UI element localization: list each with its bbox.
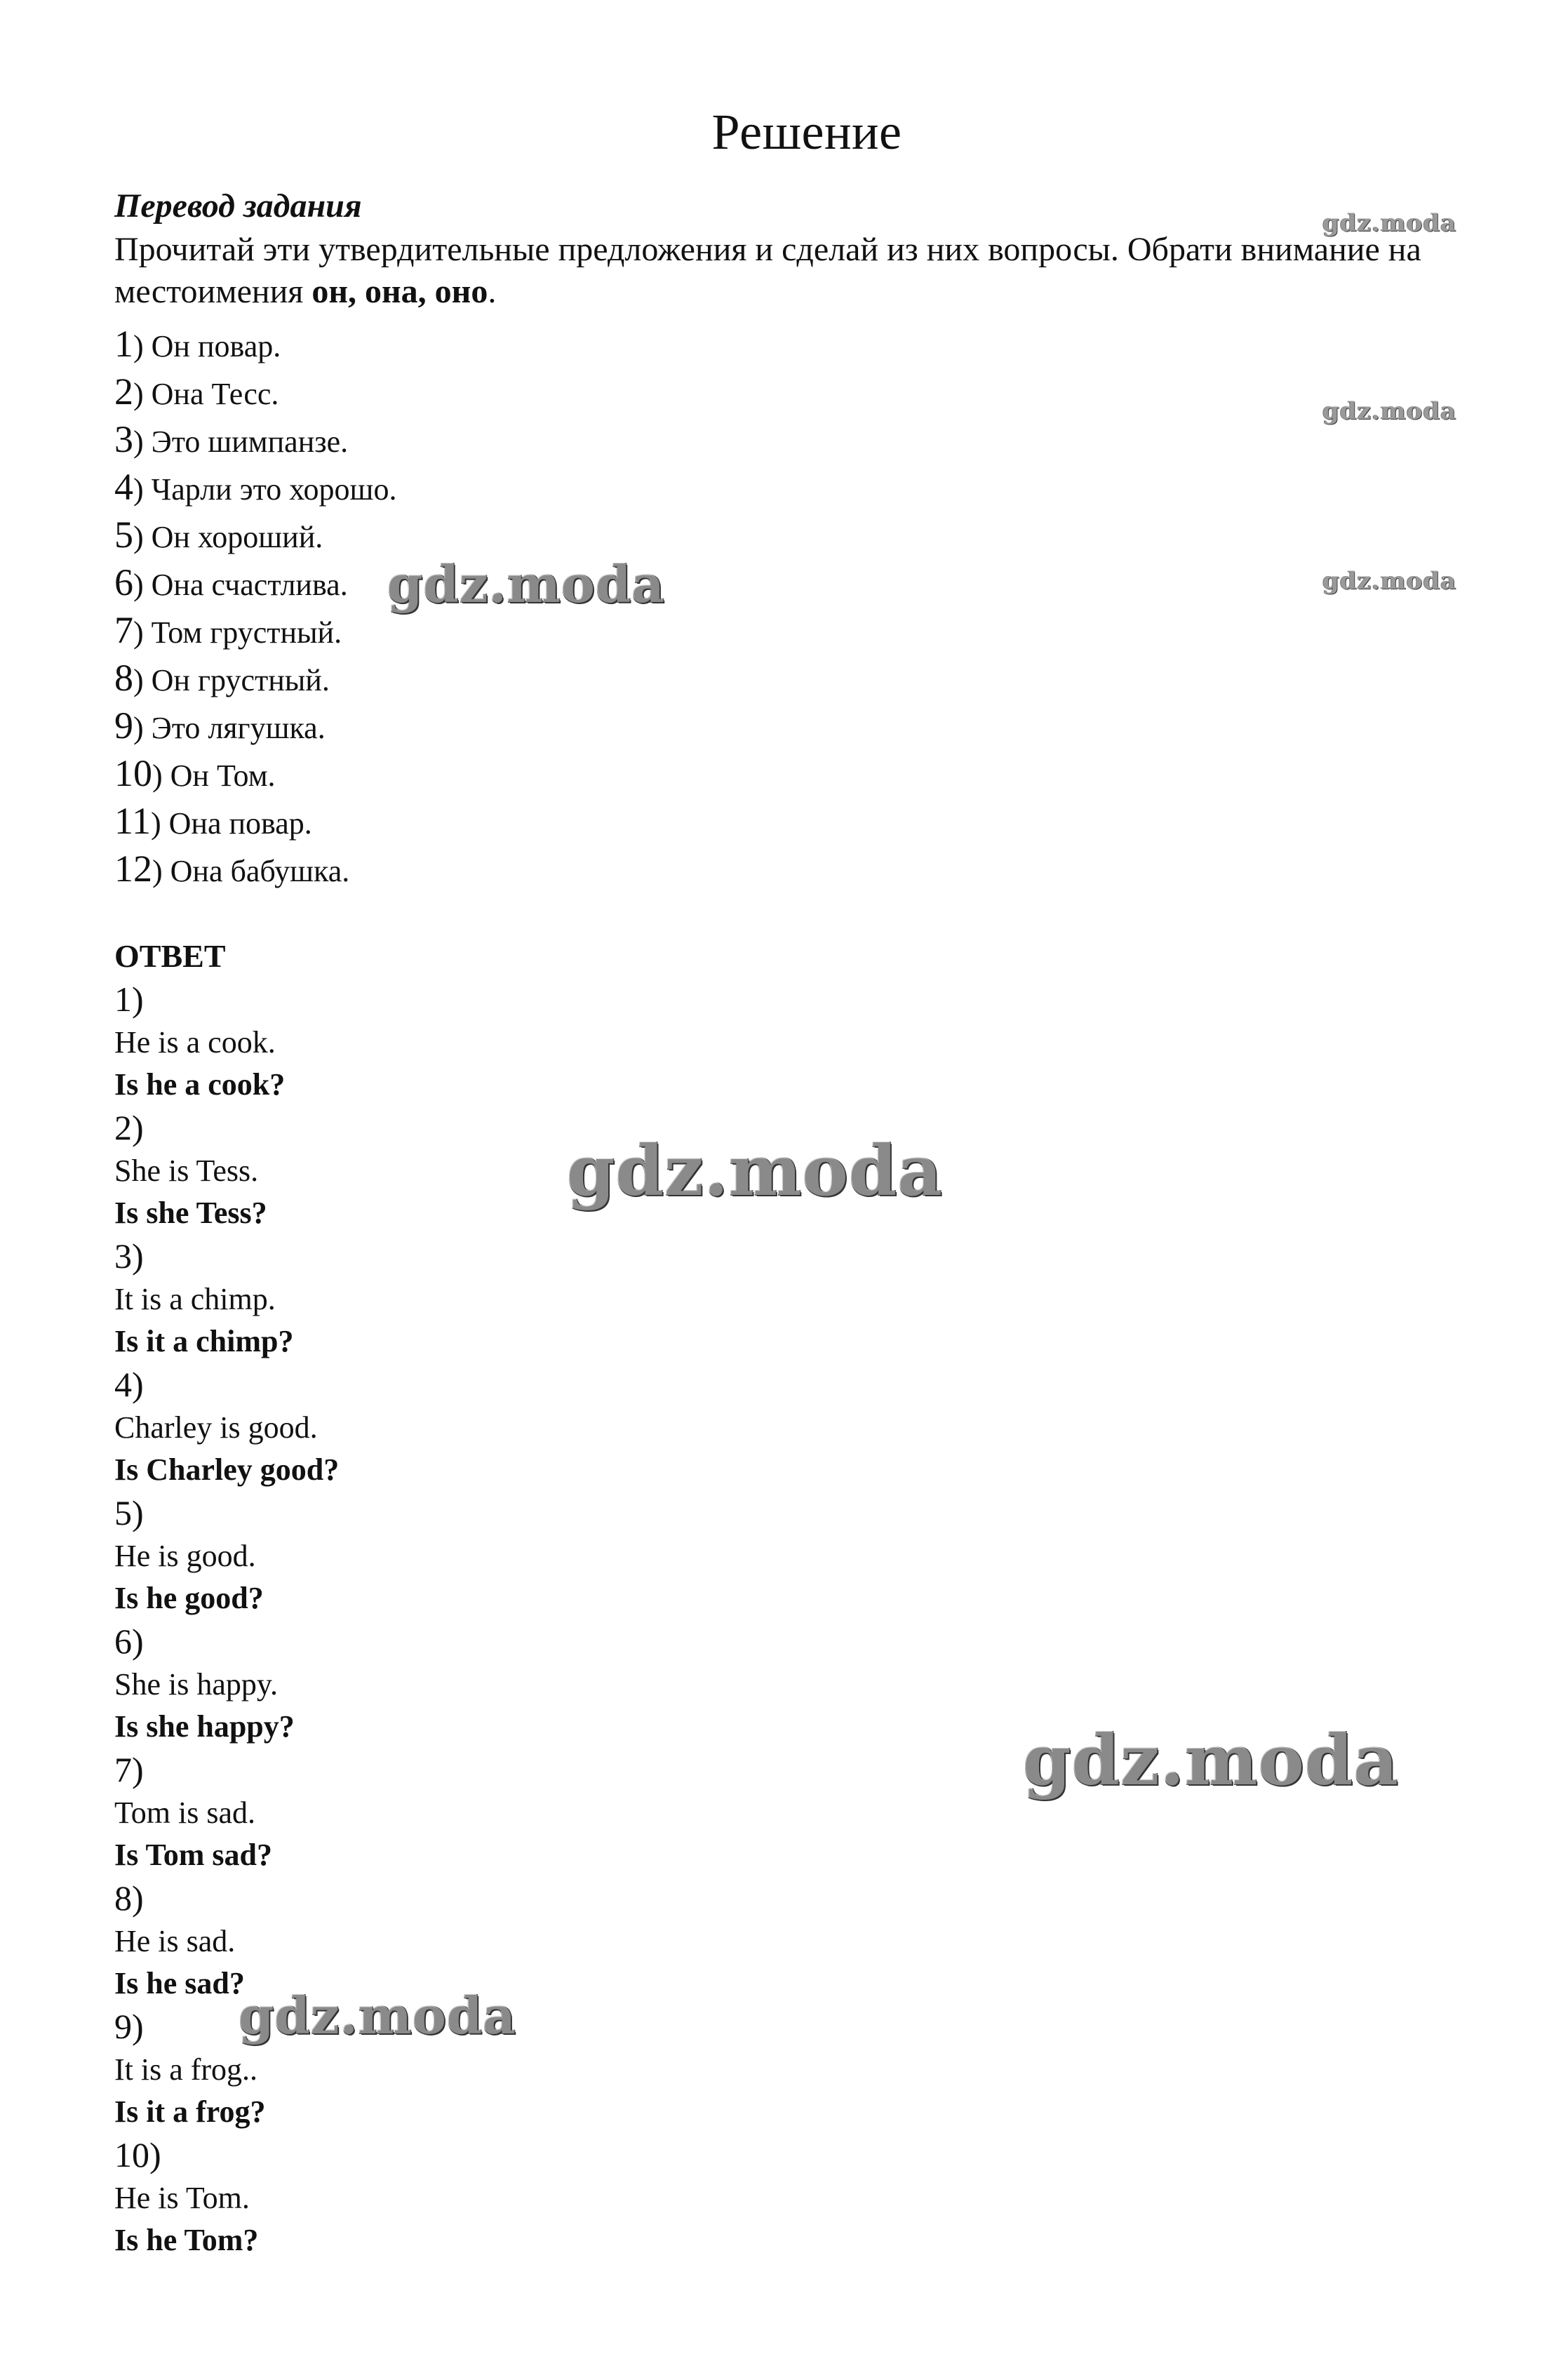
- answer-item: [114, 1363, 1482, 1492]
- answer-number: 9): [114, 2007, 144, 2046]
- watermark: gdz.moda: [567, 1131, 943, 1212]
- page-title: Решение: [711, 104, 902, 160]
- answer-heading: ОТВЕТ: [114, 938, 226, 974]
- answer-statement: She is happy.: [114, 1667, 279, 1702]
- translation-text: ) Он хороший.: [133, 520, 323, 554]
- translation-text: ) Она бабушка.: [152, 854, 350, 888]
- answer-statement: He is good.: [114, 1539, 256, 1573]
- answer-question: Is she happy?: [114, 1709, 295, 1744]
- translation-number: 2: [114, 370, 133, 413]
- answer-question: Is he sad?: [114, 1966, 245, 2000]
- task-text: [114, 229, 1482, 313]
- translation-item: [114, 654, 1482, 702]
- translation-text: ) Она повар.: [151, 806, 312, 841]
- answer-statement: Charley is good.: [114, 1410, 318, 1445]
- watermark: gdz.moda: [1322, 209, 1457, 237]
- translation-number: 12: [114, 848, 152, 890]
- translation-number: 5: [114, 514, 133, 556]
- answer-item: [114, 1492, 1482, 1620]
- answer-question: Is it a frog?: [114, 2094, 266, 2129]
- translation-text: ) Он повар.: [133, 329, 281, 363]
- translation-text: ) Она счастлива.: [133, 568, 348, 602]
- translation-item: [114, 463, 1482, 511]
- answer-question: Is it a chimp?: [114, 1324, 294, 1358]
- translation-number: 3: [114, 418, 133, 460]
- answer-number: 2): [114, 1108, 144, 1147]
- answer-question: Is Charley good?: [114, 1452, 340, 1487]
- answer-number: 4): [114, 1365, 144, 1404]
- answer-question: Is Tom sad?: [114, 1838, 273, 1872]
- translation-item: [114, 559, 1482, 606]
- translation-item: [114, 845, 1482, 893]
- answer-number: 1): [114, 980, 144, 1019]
- answer-number: 8): [114, 1878, 144, 1918]
- translation-item: [114, 320, 1482, 368]
- task-text-before: Прочитай эти утвердительные предложения и сделай из них вопросы. Обрати внимание на местоимения: [114, 231, 1421, 310]
- translation-item: [114, 702, 1482, 749]
- translation-number: 9: [114, 704, 133, 747]
- answer-question: Is he a cook?: [114, 1067, 286, 1102]
- translation-text: ) Это лягушка.: [133, 711, 326, 745]
- answer-number: 6): [114, 1622, 144, 1661]
- answer-question: Is she Tess?: [114, 1196, 267, 1230]
- answer-statement: He is a cook.: [114, 1025, 276, 1060]
- translation-text: ) Он грустный.: [133, 663, 330, 697]
- translation-number: 4: [114, 466, 133, 508]
- answer-statement: It is a frog..: [114, 2052, 258, 2087]
- translation-number: 6: [114, 561, 133, 603]
- answer-statement: Tom is sad.: [114, 1796, 256, 1830]
- translation-number: 10: [114, 752, 152, 794]
- watermark: gdz.moda: [1023, 1720, 1399, 1801]
- answer-statement: She is Tess.: [114, 1154, 259, 1188]
- task-text-pronouns: он, она, оно: [311, 273, 488, 310]
- answer-number: 10): [114, 2135, 161, 2174]
- translation-text: ) Том грустный.: [133, 615, 342, 650]
- watermark: gdz.moda: [387, 554, 665, 614]
- translation-list: [114, 320, 1482, 893]
- translation-item: [114, 415, 1482, 463]
- translation-number: 8: [114, 657, 133, 699]
- watermark: gdz.moda: [239, 1986, 516, 2045]
- task-heading: Перевод задания: [114, 187, 362, 225]
- watermark: gdz.moda: [1322, 397, 1457, 425]
- translation-number: 11: [114, 800, 151, 842]
- translation-number: 7: [114, 609, 133, 651]
- answer-item: [114, 1235, 1482, 1363]
- translation-item: [114, 606, 1482, 654]
- translation-item: [114, 511, 1482, 559]
- translation-text: ) Чарли это хорошо.: [133, 472, 397, 507]
- document-body: [114, 184, 1482, 2262]
- answer-number: 7): [114, 1750, 144, 1789]
- translation-text: ) Он Том.: [152, 758, 276, 793]
- answer-statement: He is Tom.: [114, 2181, 250, 2215]
- translation-item: [114, 368, 1482, 415]
- answer-question: Is he good?: [114, 1581, 264, 1615]
- answer-number: 5): [114, 1493, 144, 1532]
- answer-item: [114, 978, 1482, 1107]
- translation-text: ) Это шимпанзе.: [133, 425, 349, 459]
- watermark: gdz.moda: [1322, 567, 1457, 595]
- translation-text: ) Она Тесс.: [133, 377, 279, 411]
- translation-item: [114, 749, 1482, 797]
- answer-question: Is he Tom?: [114, 2223, 259, 2257]
- translation-number: 1: [114, 323, 133, 365]
- answer-statement: It is a chimp.: [114, 1282, 276, 1316]
- task-text-after: .: [488, 273, 497, 310]
- translation-item: [114, 797, 1482, 845]
- answer-statement: He is sad.: [114, 1924, 236, 1958]
- answer-item: [114, 2134, 1482, 2262]
- answer-number: 3): [114, 1236, 144, 1276]
